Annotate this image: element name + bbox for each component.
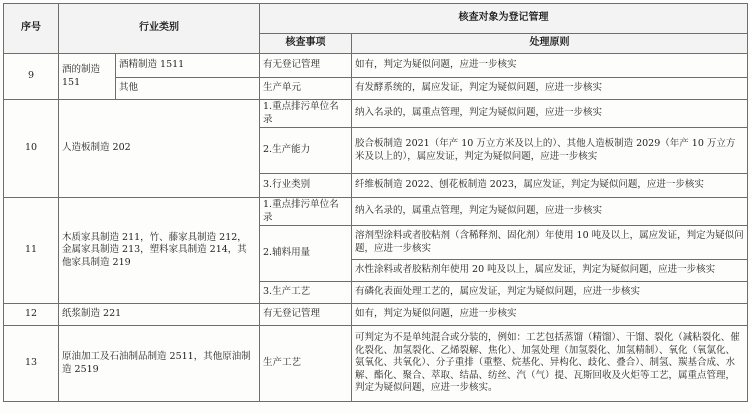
row-principle: 水性涂料或者胶粘剂年使用 20 吨及以上，属应发证，判定为疑似问题，应进一步核实 [352, 260, 748, 282]
header-item: 核查事项 [260, 34, 352, 54]
table-row [4, 326, 748, 402]
header-principle: 处理原则 [352, 34, 748, 54]
row-principle: 胶合板制造 2021（年产 10 万立方米及以上的）、其他人造板制造 2029（年产 10 万立方米及以上的），属应发证，判定为疑似问题，应进一步核实 [352, 128, 748, 174]
row-item: 生产工艺 [260, 326, 352, 402]
row-principle: 纤维板制造 2022、刨花板制造 2023，属应发证，判定为疑似问题，应进一步核实 [352, 174, 748, 198]
header-seq: 序号 [4, 4, 59, 54]
row-principle: 有发酵系统的，属应发证，判定为疑似问题，应进一步核实 [352, 78, 748, 100]
row-principle: 可判定为不是单纯混合或分装的，例如：工艺包括蒸馏（精馏）、干馏、裂化（减粘裂化、催化裂化、加氢裂化、乙烯裂解、焦化）、加氢处理（加氢裂化、加氢精制）、氧化（氧氯化、氨氧化、共氧化）、分子重排（重整、烷基化、异构化、歧化、叠合）、制氢、羰基合成、水解、酯化、聚合、萃取、结晶、纺丝、汽（气）提、瓦斯回收及火炬等工艺，属重点管理，判定为疑似问题，应进一步核实。 [352, 326, 748, 402]
row-industry: 木质家具制造 211，竹、藤家具制造 212，金属家具制造 213，塑料家具制造 214，其他家具制造 219 [59, 198, 260, 304]
row-industry: 酒的制造 151 [59, 54, 116, 100]
row-subcategory: 其他 [116, 78, 260, 100]
row-subcategory: 酒精制造 1511 [116, 54, 260, 78]
row-principle: 如有，判定为疑似问题，应进一步核实 [352, 304, 748, 326]
row-item: 1.重点排污单位名录 [260, 198, 352, 226]
row-principle: 纳入名录的，属重点管理，判定为疑似问题，应进一步核实 [352, 100, 748, 128]
row-seq: 9 [4, 54, 59, 100]
row-item: 2.辅料用量 [260, 226, 352, 282]
table-row [4, 198, 748, 226]
row-principle: 如有，判定为疑似问题，应进一步核实 [352, 54, 748, 78]
row-item: 有无登记管理 [260, 304, 352, 326]
header-scope: 核查对象为登记管理 [260, 4, 748, 34]
table-row [4, 304, 748, 326]
row-item: 2.生产能力 [260, 128, 352, 174]
table-row [4, 100, 748, 128]
row-industry: 人造板制造 202 [59, 100, 260, 198]
row-principle: 纳入名录的，属重点管理，判定为疑似问题，应进一步核实 [352, 198, 748, 226]
table-row [4, 54, 748, 78]
row-seq: 12 [4, 304, 59, 326]
row-principle: 有磷化表面处理工艺的，属应发证，判定为疑似问题，应进一步核实 [352, 282, 748, 304]
row-item: 3.行业类别 [260, 174, 352, 198]
row-seq: 11 [4, 198, 59, 304]
table-row [4, 78, 748, 100]
row-principle: 溶剂型涂料或者胶粘剂（含稀释剂、固化剂）年使用 10 吨及以上，属应发证，判定为疑似问题，应进一步核实 [352, 226, 748, 260]
row-item: 1.重点排污单位名录 [260, 100, 352, 128]
row-item: 生产单元 [260, 78, 352, 100]
verification-table [3, 3, 748, 402]
row-item: 3.生产工艺 [260, 282, 352, 304]
row-industry: 纸浆制造 221 [59, 304, 260, 326]
row-item: 有无登记管理 [260, 54, 352, 78]
header-industry: 行业类别 [59, 4, 260, 54]
row-industry: 原油加工及石油制品制造 2511，其他原油制造 2519 [59, 326, 260, 402]
row-seq: 13 [4, 326, 59, 402]
row-seq: 10 [4, 100, 59, 198]
